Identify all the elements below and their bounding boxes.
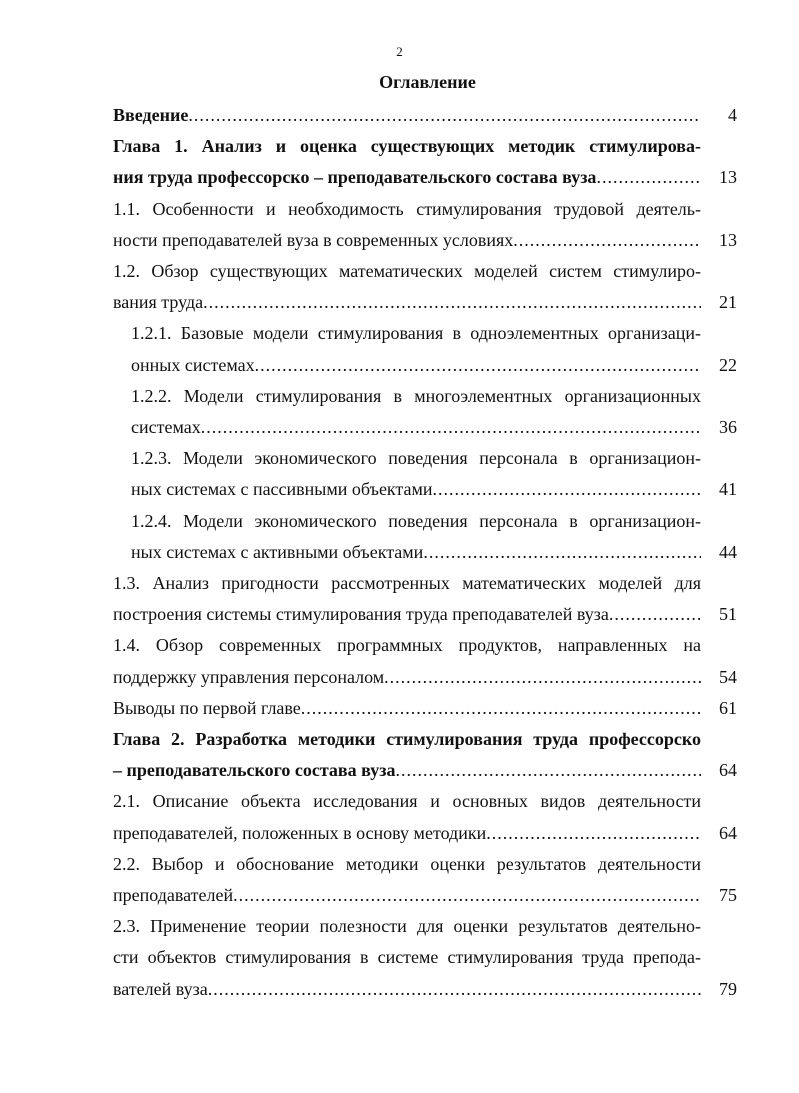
dot-leader	[513, 225, 701, 256]
toc-entry-last-line	[113, 225, 701, 256]
dot-leader	[188, 100, 701, 131]
toc-entry-page-number: 22	[719, 354, 737, 375]
dot-leader	[208, 974, 701, 1005]
dot-leader	[433, 474, 701, 505]
dot-leader	[395, 755, 701, 786]
toc-entry[interactable]	[113, 131, 745, 193]
toc-entry-page-number: 61	[719, 697, 737, 718]
toc-entry-title-end: построения системы стимулирования труда преподавателей вуза	[113, 604, 609, 625]
toc-entry-title-end: поддержку управления персоналом	[113, 666, 385, 687]
toc-entry-title-end: ных системах с пассивными объектами	[131, 479, 433, 500]
dot-leader	[203, 287, 701, 318]
toc-entry-title-line: Глава 2. Разработка методики стимулирования труда профессорско	[113, 729, 701, 750]
dot-leader	[233, 880, 701, 911]
toc-entry-page-number: 75	[719, 885, 737, 906]
dot-leader	[384, 662, 701, 693]
toc-entry-last-line	[113, 974, 701, 1005]
dot-leader	[596, 162, 701, 193]
toc-entry-title-line: 2.3. Применение теории полезности для оценки результатов деятельно-	[113, 916, 701, 937]
toc-entry-last-line	[131, 537, 701, 568]
toc-entry-last-line	[131, 474, 701, 505]
toc-entry-last-line	[113, 662, 701, 693]
toc-entry-page-number: 44	[719, 541, 737, 562]
toc-entry-title-end: преподавателей	[113, 885, 234, 906]
toc-entry-page-number: 36	[719, 417, 737, 438]
toc-entry[interactable]	[113, 630, 745, 692]
toc-entry[interactable]	[113, 849, 745, 911]
toc-entry-page-number: 13	[719, 229, 737, 250]
toc-entry[interactable]	[113, 724, 745, 786]
toc-entry[interactable]	[113, 256, 745, 318]
dot-leader	[609, 599, 701, 630]
toc-entry-title-line: 1.2.2. Модели стимулирования в многоэлементных организационных	[131, 385, 701, 406]
toc-entry-title-line: 1.2.4. Модели экономического поведения персонала в организацион-	[131, 510, 701, 531]
toc-entry-last-line	[113, 693, 701, 724]
toc-entry[interactable]	[113, 786, 745, 848]
toc-entry-page-number: 51	[719, 604, 737, 625]
dot-leader	[301, 693, 701, 724]
toc-entry-title-line: 1.2.3. Модели экономического поведения персонала в организацион-	[131, 448, 701, 469]
toc-entry[interactable]	[113, 381, 745, 443]
toc-entry-last-line	[113, 100, 701, 131]
toc-entry-title-end: системах	[131, 417, 201, 438]
toc-entry-page-number: 54	[719, 666, 737, 687]
toc-entry-last-line	[113, 880, 701, 911]
toc-entry-page-number: 79	[719, 978, 737, 999]
toc-entry-title-line: 1.3. Анализ пригодности рассмотренных математических моделей для	[113, 573, 701, 594]
toc-entry-title-line: сти объектов стимулирования в системе стимулирования труда препода-	[113, 947, 701, 968]
toc-entry-page-number: 64	[719, 760, 737, 781]
toc-entry-last-line	[113, 818, 701, 849]
toc-entry-title-line: 1.2.1. Базовые модели стимулирования в одноэлементных организаци-	[131, 323, 701, 344]
toc-entry-title-end: вания труда	[113, 292, 204, 313]
toc-entry-last-line	[131, 412, 701, 443]
toc-entry[interactable]	[113, 506, 745, 568]
toc-entry[interactable]	[113, 443, 745, 505]
toc-entry-title-end: ных системах с активными объектами	[131, 541, 424, 562]
toc-entry-title-end: ния труда профессорско – преподавательского состава вуза	[113, 167, 597, 188]
toc-entry[interactable]	[113, 693, 745, 724]
toc-entry[interactable]	[113, 194, 745, 256]
toc-title: Оглавление	[379, 72, 476, 92]
dot-leader	[486, 818, 701, 849]
toc-entry-title-end: ности преподавателей вуза в современных условиях	[113, 229, 514, 250]
toc-entry[interactable]	[113, 911, 745, 1005]
dot-leader	[255, 350, 701, 381]
toc-entry[interactable]	[113, 318, 745, 380]
toc-entry-title-line: 1.4. Обзор современных программных продуктов, направленных на	[113, 635, 701, 656]
toc-entry-title-end: вателей вуза	[113, 978, 208, 999]
toc-entry-last-line	[113, 599, 701, 630]
dot-leader	[201, 412, 701, 443]
toc-entry-last-line	[113, 162, 701, 193]
toc-entry-page-number: 64	[719, 822, 737, 843]
toc-entry-title-end: Введение	[113, 105, 189, 125]
toc-entry-title-line: 2.1. Описание объекта исследования и основных видов деятельности	[113, 791, 701, 812]
toc-entry-page-number: 4	[728, 105, 737, 125]
toc-entry-page-number: 13	[719, 167, 737, 188]
dot-leader	[423, 537, 701, 568]
toc-entry-title-line: Глава 1. Анализ и оценка существующих методик стимулирова-	[113, 136, 701, 157]
toc-entry-last-line	[113, 755, 701, 786]
table-of-contents	[113, 100, 745, 1005]
toc-entry-title-end: Выводы по первой главе	[113, 697, 301, 718]
page-number: 2	[396, 44, 403, 59]
toc-entry-title-end: онных системах	[131, 354, 255, 375]
toc-entry-page-number: 21	[719, 292, 737, 313]
toc-entry-title-line: 2.2. Выбор и обоснование методики оценки результатов деятельности	[113, 853, 701, 874]
toc-entry-title-line: 1.1. Особенности и необходимость стимулирования трудовой деятель-	[113, 198, 701, 219]
toc-entry[interactable]	[113, 100, 745, 131]
toc-entry-page-number: 41	[719, 479, 737, 500]
toc-entry-title-line: 1.2. Обзор существующих математических моделей систем стимулиро-	[113, 261, 701, 282]
toc-entry[interactable]	[113, 568, 745, 630]
toc-entry-title-end: – преподавательского состава вуза	[113, 760, 396, 781]
toc-entry-title-end: преподавателей, положенных в основу методики	[113, 822, 487, 843]
toc-entry-last-line	[113, 287, 701, 318]
toc-entry-last-line	[131, 350, 701, 381]
